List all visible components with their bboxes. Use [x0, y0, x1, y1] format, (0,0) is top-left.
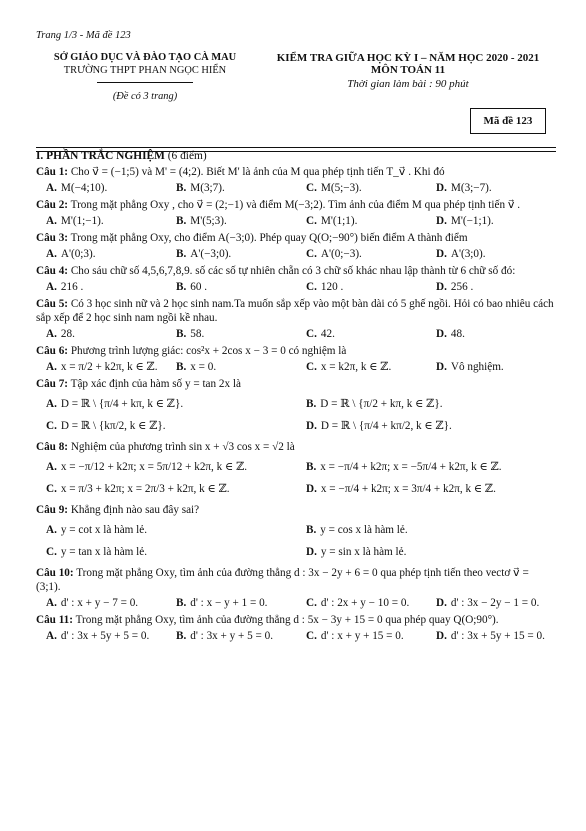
answer-option-b: [166, 247, 296, 261]
question-text: Nghiệm của phương trình sin x + √3 cos x = √2 là: [70, 441, 295, 453]
answer-option-c: [296, 360, 426, 374]
option-text: x = k2π, k ∈ ℤ.: [320, 361, 392, 373]
question-4: [36, 264, 556, 294]
option-letter: C.: [46, 483, 57, 495]
option-letter: A.: [46, 630, 57, 642]
answer-options: [36, 360, 556, 374]
exam-title: KIỂM TRA GIỮA HỌC KỲ I – NĂM HỌC 2020 - 2021: [276, 52, 540, 64]
question-stem: [36, 231, 556, 245]
question-text: Cho sáu chữ số 4,5,6,7,8,9. số các số tự nhiên chẵn có 3 chữ số khác nhau lập thành từ 6 chữ số đó:: [70, 265, 516, 277]
time-limit: Thời gian làm bài : 90 phút: [347, 78, 469, 90]
option-text: 28.: [60, 328, 75, 340]
question-stem: [36, 613, 556, 627]
question-stem: [36, 165, 556, 179]
option-text: D = ℝ \ {π/4 + kπ/2, k ∈ ℤ}.: [320, 420, 452, 432]
option-letter: A.: [46, 182, 57, 194]
option-text: d' : x + y + 15 = 0.: [320, 630, 404, 642]
question-text: Trong mặt phẳng Oxy, tìm ảnh của đường thẳng d : 3x − 2y + 6 = 0 qua phép tịnh tiến theo vectơ v⃗ = (3;1).: [36, 567, 529, 593]
option-text: x = π/3 + k2π; x = 2π/3 + k2π, k ∈ ℤ.: [60, 483, 230, 495]
answer-option-a: [36, 393, 296, 415]
answer-option-b: [166, 181, 296, 195]
answer-option-a: [36, 247, 166, 261]
question-label: Câu 10:: [36, 567, 74, 579]
option-text: 256 .: [450, 281, 474, 293]
option-text: D = ℝ \ {kπ/2, k ∈ ℤ}.: [60, 420, 166, 432]
answer-option-c: [36, 415, 296, 437]
option-text: M(−4;10).: [60, 182, 108, 194]
option-letter: C.: [306, 182, 317, 194]
question-text: Tập xác định của hàm số y = tan 2x là: [70, 378, 241, 390]
option-text: y = cos x là hàm lẻ.: [320, 524, 408, 536]
answer-option-c: [36, 541, 296, 563]
question-label: Câu 9:: [36, 504, 69, 516]
question-text: Trong mặt phẳng Oxy, tìm ảnh của đường thẳng d : 5x − 3y + 15 = 0 qua phép quay Q(O;90°).: [75, 614, 499, 626]
option-letter: B.: [176, 630, 187, 642]
answer-option-d: [426, 280, 556, 294]
option-letter: A.: [46, 461, 57, 473]
option-text: d' : 3x + 5y + 5 = 0.: [60, 630, 150, 642]
answer-option-a: [36, 456, 296, 478]
answer-options: [36, 456, 556, 500]
answer-option-c: [296, 596, 426, 610]
question-label: Câu 4:: [36, 265, 69, 277]
option-letter: D.: [436, 248, 447, 260]
question-10: [36, 566, 556, 610]
option-text: A'(0;−3).: [320, 248, 362, 260]
section-points: (6 điểm): [167, 150, 207, 162]
option-text: x = 0.: [190, 361, 217, 373]
option-text: M(5;−3).: [320, 182, 362, 194]
option-letter: D.: [306, 546, 317, 558]
option-letter: C.: [306, 248, 317, 260]
option-text: 60 .: [190, 281, 208, 293]
option-text: M(3;−7).: [450, 182, 492, 194]
department-name: SỞ GIÁO DỤC VÀ ĐÀO TẠO CÀ MAU: [53, 52, 237, 63]
school-header: [36, 52, 254, 102]
answer-option-c: [296, 280, 426, 294]
option-text: 58.: [190, 328, 205, 340]
answer-option-d: [296, 541, 556, 563]
answer-option-a: [36, 629, 166, 643]
question-stem: [36, 297, 556, 325]
option-letter: A.: [46, 281, 57, 293]
page-info: Trang 1/3 - Mã đề 123: [36, 30, 131, 41]
question-6: [36, 344, 556, 374]
question-11: [36, 613, 556, 643]
answer-option-a: [36, 181, 166, 195]
option-letter: C.: [46, 420, 57, 432]
question-stem: [36, 198, 556, 212]
answer-option-a: [36, 327, 166, 341]
question-text: Trong mặt phẳng Oxy, cho điểm A(−3;0). Phép quay Q(O;−90°) biến điểm A thành điểm: [70, 232, 468, 244]
answer-option-b: [166, 280, 296, 294]
answer-option-d: [426, 629, 556, 643]
question-stem: [36, 566, 556, 594]
answer-options: [36, 519, 556, 563]
answer-option-c: [296, 629, 426, 643]
option-letter: D.: [436, 182, 447, 194]
question-text: Cho v⃗ = (−1;5) và M' = (4;2). Biết M' là ảnh của M qua phép tịnh tiến T_v⃗ . Khi đó: [70, 166, 445, 178]
question-2: [36, 198, 556, 228]
option-letter: D.: [436, 361, 447, 373]
option-letter: A.: [46, 597, 57, 609]
answer-option-d: [426, 327, 556, 341]
answer-option-d: [426, 181, 556, 195]
answer-option-a: [36, 519, 296, 541]
answer-option-b: [166, 596, 296, 610]
option-text: Vô nghiệm.: [450, 361, 504, 373]
answer-options: [36, 181, 556, 195]
exam-header: [262, 52, 554, 90]
option-text: d' : 3x − 2y − 1 = 0.: [450, 597, 540, 609]
question-text: Phương trình lượng giác: cos²x + 2cos x − 3 = 0 có nghiệm là: [70, 345, 347, 357]
question-stem: [36, 377, 556, 391]
answer-option-b: [166, 629, 296, 643]
option-text: d' : 3x + y + 5 = 0.: [190, 630, 274, 642]
answer-option-d: [426, 360, 556, 374]
option-text: y = tan x là hàm lẻ.: [60, 546, 148, 558]
option-text: d' : 3x + 5y + 15 = 0.: [450, 630, 545, 642]
answer-options: [36, 629, 556, 643]
option-text: x = −π/4 + k2π; x = −5π/4 + k2π, k ∈ ℤ.: [320, 461, 502, 473]
option-letter: D.: [306, 420, 317, 432]
option-text: A'(3;0).: [450, 248, 486, 260]
option-text: 48.: [450, 328, 465, 340]
option-text: d' : 2x + y − 10 = 0.: [320, 597, 410, 609]
pages-note: (Đề có 3 trang): [112, 91, 178, 102]
option-letter: C.: [306, 215, 317, 227]
option-text: 42.: [320, 328, 335, 340]
question-3: [36, 231, 556, 261]
question-list: [36, 165, 556, 643]
option-letter: B.: [306, 398, 317, 410]
option-letter: D.: [436, 597, 447, 609]
question-1: [36, 165, 556, 195]
question-5: [36, 297, 556, 341]
question-label: Câu 1:: [36, 166, 69, 178]
option-letter: D.: [306, 483, 317, 495]
option-text: y = sin x là hàm lẻ.: [320, 546, 407, 558]
option-letter: D.: [436, 281, 447, 293]
question-label: Câu 8:: [36, 441, 69, 453]
answer-options: [36, 280, 556, 294]
option-text: M'(−1;1).: [450, 215, 494, 227]
option-text: M'(5;3).: [190, 215, 227, 227]
option-letter: C.: [46, 546, 57, 558]
answer-option-b: [166, 327, 296, 341]
option-letter: C.: [306, 328, 317, 340]
option-letter: B.: [176, 361, 187, 373]
option-letter: B.: [176, 597, 187, 609]
question-text: Khẳng định nào sau đây sai?: [70, 504, 200, 516]
question-label: Câu 3:: [36, 232, 69, 244]
question-label: Câu 6:: [36, 345, 69, 357]
section-title-text: I. PHẦN TRẮC NGHIỆM: [36, 150, 165, 162]
option-letter: A.: [46, 328, 57, 340]
option-letter: A.: [46, 248, 57, 260]
option-text: y = cot x là hàm lẻ.: [60, 524, 148, 536]
question-label: Câu 2:: [36, 199, 69, 211]
answer-options: [36, 393, 556, 437]
option-text: M(3;7).: [190, 182, 225, 194]
answer-options: [36, 214, 556, 228]
answer-option-c: [296, 181, 426, 195]
option-text: 216 .: [60, 281, 84, 293]
answer-option-d: [426, 247, 556, 261]
exam-content: [36, 150, 556, 643]
answer-option-d: [426, 596, 556, 610]
option-letter: B.: [176, 281, 187, 293]
option-letter: B.: [176, 248, 187, 260]
option-text: d' : x + y − 7 = 0.: [60, 597, 139, 609]
option-letter: D.: [436, 328, 447, 340]
answer-option-d: [296, 415, 556, 437]
school-name: TRƯỜNG THPT PHAN NGỌC HIỂN: [63, 65, 227, 76]
option-text: M'(1;−1).: [60, 215, 104, 227]
option-letter: A.: [46, 524, 57, 536]
question-stem: [36, 344, 556, 358]
answer-options: [36, 327, 556, 341]
option-letter: C.: [306, 630, 317, 642]
option-text: 120 .: [320, 281, 344, 293]
header-rule: [97, 82, 193, 83]
answer-option-c: [296, 247, 426, 261]
subject-name: MÔN TOÁN 11: [370, 64, 446, 76]
answer-option-a: [36, 280, 166, 294]
question-stem: [36, 264, 556, 278]
option-letter: C.: [306, 597, 317, 609]
answer-option-d: [426, 214, 556, 228]
option-letter: D.: [436, 630, 447, 642]
option-letter: A.: [46, 361, 57, 373]
option-text: D = ℝ \ {π/4 + kπ, k ∈ ℤ}.: [60, 398, 184, 410]
option-letter: C.: [306, 281, 317, 293]
option-text: x = −π/12 + k2π; x = 5π/12 + k2π, k ∈ ℤ.: [60, 461, 248, 473]
answer-option-d: [296, 478, 556, 500]
option-letter: B.: [176, 328, 187, 340]
option-letter: A.: [46, 215, 57, 227]
answer-option-b: [296, 456, 556, 478]
question-9: [36, 503, 556, 563]
answer-option-a: [36, 214, 166, 228]
answer-option-b: [166, 214, 296, 228]
exam-code-box: Mã đề 123: [470, 108, 546, 134]
option-text: d' : x − y + 1 = 0.: [190, 597, 268, 609]
answer-options: [36, 247, 556, 261]
question-7: [36, 377, 556, 437]
option-letter: B.: [176, 182, 187, 194]
option-letter: B.: [306, 524, 317, 536]
option-text: A'(−3;0).: [190, 248, 232, 260]
answer-options: [36, 596, 556, 610]
answer-option-c: [296, 327, 426, 341]
question-stem: [36, 503, 556, 517]
answer-option-a: [36, 596, 166, 610]
question-text: Trong mặt phẳng Oxy , cho v⃗ = (2;−1) và điểm M(−3;2). Tìm ảnh của điểm M qua phép tịnh tiến v⃗ .: [70, 199, 521, 211]
question-label: Câu 5:: [36, 298, 69, 310]
answer-option-b: [296, 393, 556, 415]
option-letter: D.: [436, 215, 447, 227]
section-title: [36, 150, 556, 162]
question-stem: [36, 440, 556, 454]
question-8: [36, 440, 556, 500]
answer-option-b: [296, 519, 556, 541]
option-text: A'(0;3).: [60, 248, 96, 260]
answer-option-c: [36, 478, 296, 500]
option-text: D = ℝ \ {π/2 + kπ, k ∈ ℤ}.: [320, 398, 443, 410]
answer-option-a: [36, 360, 166, 374]
option-letter: C.: [306, 361, 317, 373]
option-text: M'(1;1).: [320, 215, 358, 227]
answer-option-c: [296, 214, 426, 228]
option-letter: B.: [176, 215, 187, 227]
option-letter: A.: [46, 398, 57, 410]
question-text: Có 3 học sinh nữ và 2 học sinh nam.Ta muốn sắp xếp vào một bàn dài có 5 ghế ngồi. Hỏi có bao nhiêu cách sắp xếp để 2 học sinh nam ngồi kề nhau.: [36, 298, 554, 324]
option-text: x = π/2 + k2π, k ∈ ℤ.: [60, 361, 158, 373]
option-text: x = −π/4 + k2π; x = 3π/4 + k2π, k ∈ ℤ.: [320, 483, 496, 495]
answer-option-b: [166, 360, 296, 374]
question-label: Câu 11:: [36, 614, 73, 626]
option-letter: B.: [306, 461, 317, 473]
question-label: Câu 7:: [36, 378, 69, 390]
